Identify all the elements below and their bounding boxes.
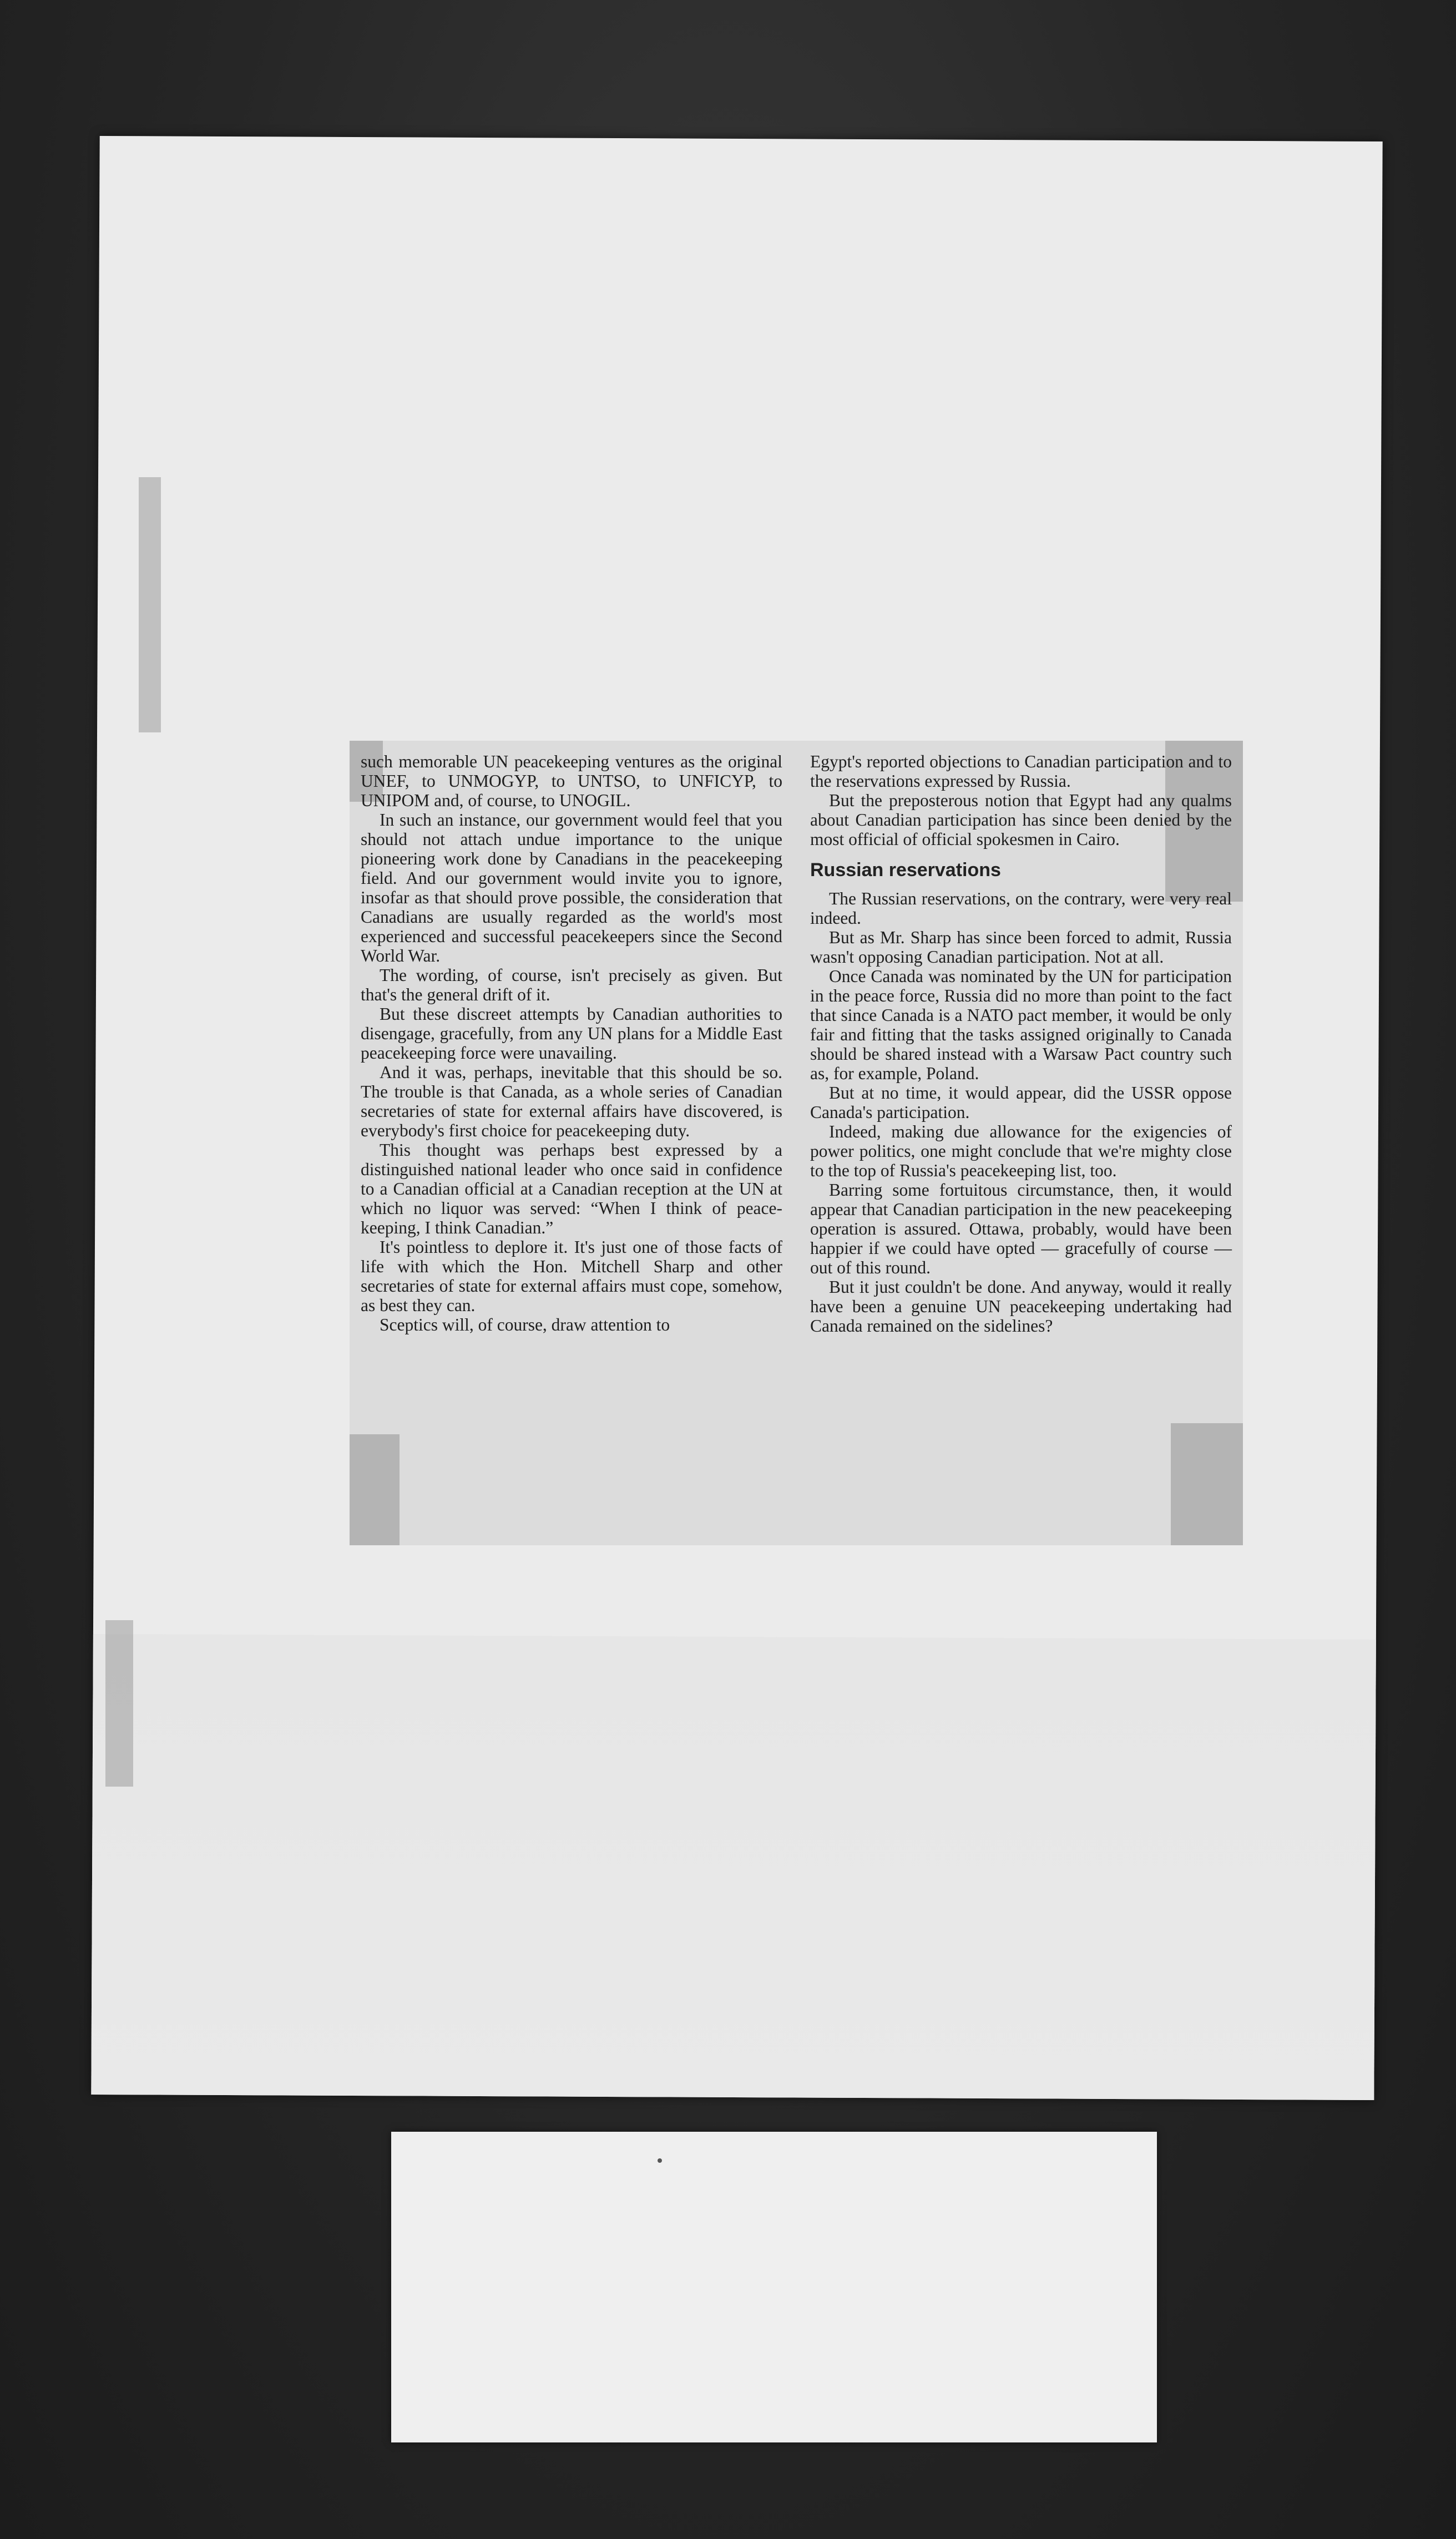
sheet-lower-section bbox=[91, 1634, 1376, 2100]
article-paragraph: Barring some fortuitous circumstance, then, it would appear that Canadian participation in the new peacekeeping operation is assured. Ottawa, probably, would have been happier if we could have opted — gracefully of course — out of this round. bbox=[810, 1180, 1232, 1277]
article-paragraph: Egypt's reported objections to Canadian participation and to the reservations expressed by Russia. bbox=[810, 752, 1232, 791]
article-paragraph: But these discreet attempts by Canadian authorities to disengage, gracefully, from any UN plans for a Middle East peacekeeping force were unavailing. bbox=[361, 1004, 782, 1063]
article-subheading: Russian reservations bbox=[810, 859, 1001, 881]
article-paragraph: But it just couldn't be done. And anyway, would it really have been a genuine UN peacekeeping undertaking had Canada remained on the sidelines? bbox=[810, 1277, 1232, 1336]
article-paragraph: But the preposterous notion that Egypt had any qualms about Canadian participation has since been denied by the most official of official spokesmen in Cairo. bbox=[810, 791, 1232, 849]
article-left-column bbox=[361, 752, 782, 1334]
article-paragraph: And it was, perhaps, inevitable that this should be so. The trouble is that Canada, as a whole series of Canadian secretaries of state for external affairs have discovered, is everybody's first choice for peacekeeping duty. bbox=[361, 1063, 782, 1140]
article-paragraph: In such an instance, our government would feel that you should not attach undue importance to the unique pioneering work done by Canadians in the peacekeeping field. And our government would invite you to ignore, insofar as that should prove possible, the consideration that Canadians are usually regarded as the world's most experienced and successful peacekeepers since the Second World War. bbox=[361, 810, 782, 965]
scan-artifact-left bbox=[139, 477, 161, 732]
article-paragraph: Indeed, making due allowance for the exigencies of power politics, one might conclude that we're mighty close to the top of Russia's peacekeeping list, too. bbox=[810, 1122, 1232, 1180]
article-paragraph: But at no time, it would appear, did the USSR oppose Canada's participation. bbox=[810, 1083, 1232, 1122]
article-paragraph: This thought was perhaps best expressed by a distinguished national leader who once said in confidence to a Canadian official at a Canadian reception at the UN at which no liquor was served: “When I think of peace-keeping, I think Canadian.” bbox=[361, 1140, 782, 1237]
article-paragraph: The Russian reservations, on the contrary, were very real indeed. bbox=[810, 889, 1232, 928]
article-paragraph: Once Canada was nominated by the UN for participation in the peace force, Russia did no more than point to the fact that since Canada is a NATO pact member, it would be only fair and fitting that the tasks assigned originally to Canada should be shared instead with a Warsaw Pact country such as, for example, Poland. bbox=[810, 967, 1232, 1083]
article-paragraph: The wording, of course, isn't precisely as given. But that's the general drift of it. bbox=[361, 965, 782, 1004]
index-tab-card bbox=[391, 2132, 1157, 2442]
article-paragraph: But as Mr. Sharp has since been forced to admit, Russia wasn't opposing Canadian participation. Not at all. bbox=[810, 928, 1232, 967]
newspaper-clipping bbox=[350, 741, 1243, 1545]
card-speck bbox=[658, 2158, 662, 2163]
article-paragraph: It's pointless to deplore it. It's just one of those facts of life with which the Hon. Mitchell Sharp and other secretaries of state for external affairs must cope, somehow, as best they can. bbox=[361, 1237, 782, 1315]
clipping-shadow-bottom-right bbox=[1171, 1423, 1243, 1545]
clipping-shadow-bottom-left bbox=[350, 1434, 400, 1545]
scan-artifact-left-lower bbox=[105, 1620, 133, 1787]
article-right-column bbox=[810, 752, 1232, 1336]
article-paragraph: Sceptics will, of course, draw attention to bbox=[380, 1315, 670, 1334]
article-paragraph: such memorable UN peacekeeping ventures as the original UNEF, to UNMOGYP, to UNTSO, to UNFICYP, to UNIPOM and, of course, to UNOGIL. bbox=[361, 752, 782, 810]
